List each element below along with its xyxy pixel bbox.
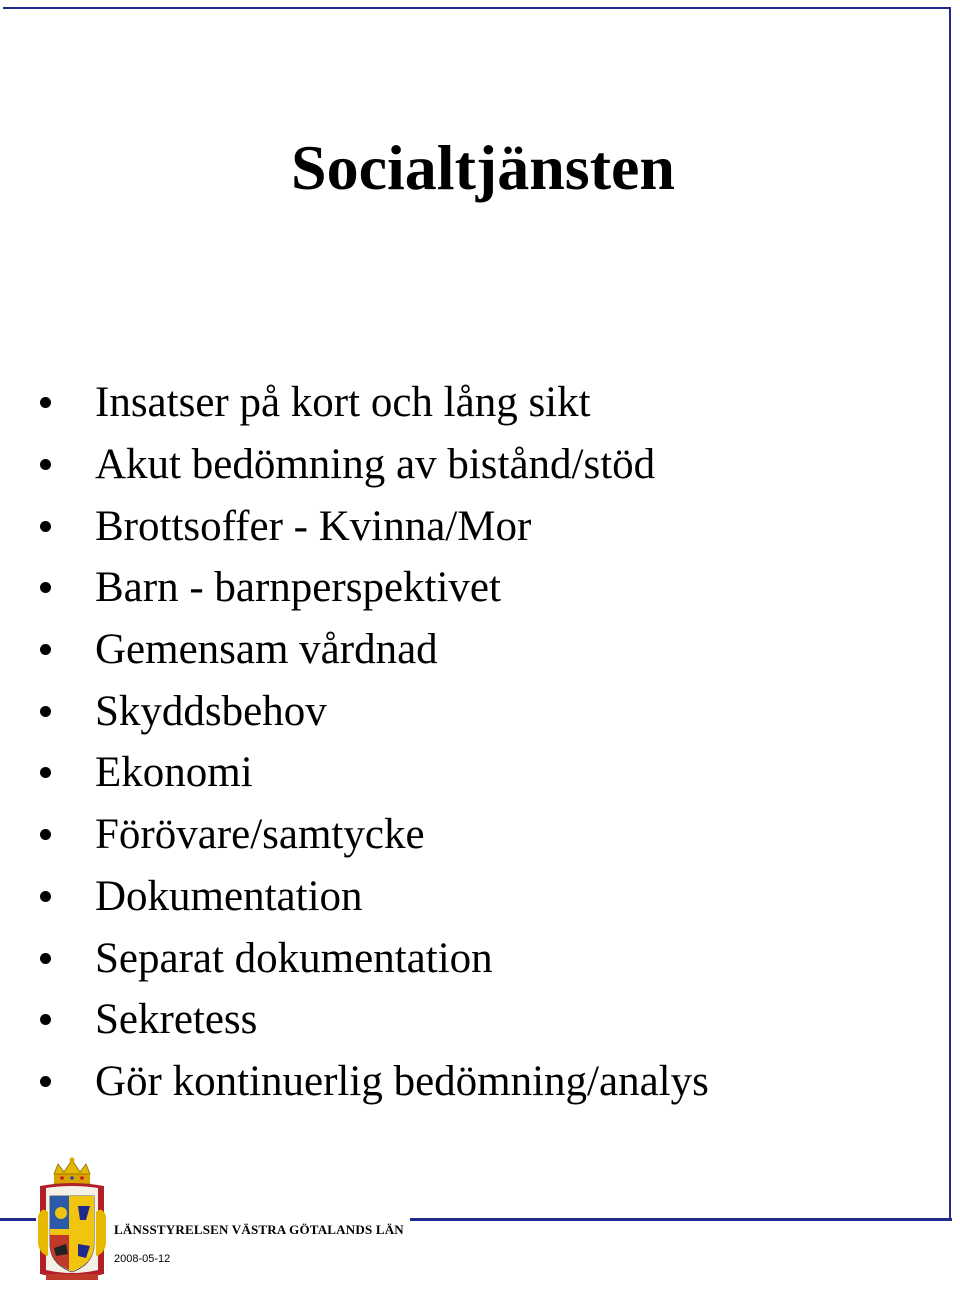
- footer-organization: LÄNSSTYRELSEN VÄSTRA GÖTALANDS LÄN: [114, 1222, 404, 1237]
- bullet-dot: [40, 767, 51, 778]
- bullet-text: Sekretess: [95, 996, 258, 1044]
- footer-date: 2008-05-12: [114, 1253, 171, 1265]
- bullet-dot: [40, 1014, 51, 1025]
- bullet-item: [40, 1051, 709, 1113]
- bullet-dot: [40, 953, 51, 964]
- bullet-list: [40, 372, 709, 1112]
- bullet-dot: [40, 397, 51, 408]
- bullet-text: Separat dokumentation: [95, 934, 493, 982]
- bullet-dot: [40, 459, 51, 470]
- bullet-dot: [40, 829, 51, 840]
- crown-icon: [54, 1158, 90, 1185]
- bullet-item: [40, 557, 709, 619]
- bullet-dot: [40, 891, 51, 902]
- bullet-dot: [40, 1076, 51, 1087]
- bullet-text: Brottsoffer - Kvinna/Mor: [95, 502, 532, 550]
- footer-left-rule: [0, 1218, 36, 1221]
- shield-icon: [50, 1196, 94, 1272]
- footer-rule: [410, 1218, 952, 1221]
- bullet-item: [40, 742, 709, 804]
- bullet-dot: [40, 521, 51, 532]
- bullet-item: [40, 866, 709, 928]
- bullet-text: Förövare/samtycke: [95, 811, 425, 859]
- bullet-item: [40, 434, 709, 496]
- bullet-item: [40, 927, 709, 989]
- slide-title: Socialtjänsten: [291, 132, 675, 203]
- bullet-item: [40, 989, 709, 1051]
- bullet-item: [40, 372, 709, 434]
- bullet-text: Dokumentation: [95, 872, 363, 920]
- bullet-item: [40, 680, 709, 742]
- bullet-text: Ekonomi: [95, 749, 253, 797]
- bullet-item: [40, 619, 709, 681]
- bullet-dot: [40, 644, 51, 655]
- bullet-item: [40, 495, 709, 557]
- bullet-text: Gör kontinuerlig bedömning/analys: [95, 1057, 709, 1105]
- bullet-text: Insatser på kort och lång sikt: [95, 379, 591, 427]
- bullet-text: Akut bedömning av bistånd/stöd: [95, 441, 656, 489]
- bullet-dot: [40, 706, 51, 717]
- coat-of-arms-icon: [36, 1156, 108, 1284]
- bullet-text: Barn - barnperspektivet: [95, 564, 501, 612]
- bullet-text: Skyddsbehov: [95, 687, 327, 735]
- bullet-item: [40, 804, 709, 866]
- bullet-text: Gemensam vårdnad: [95, 626, 438, 674]
- bullet-dot: [40, 582, 51, 593]
